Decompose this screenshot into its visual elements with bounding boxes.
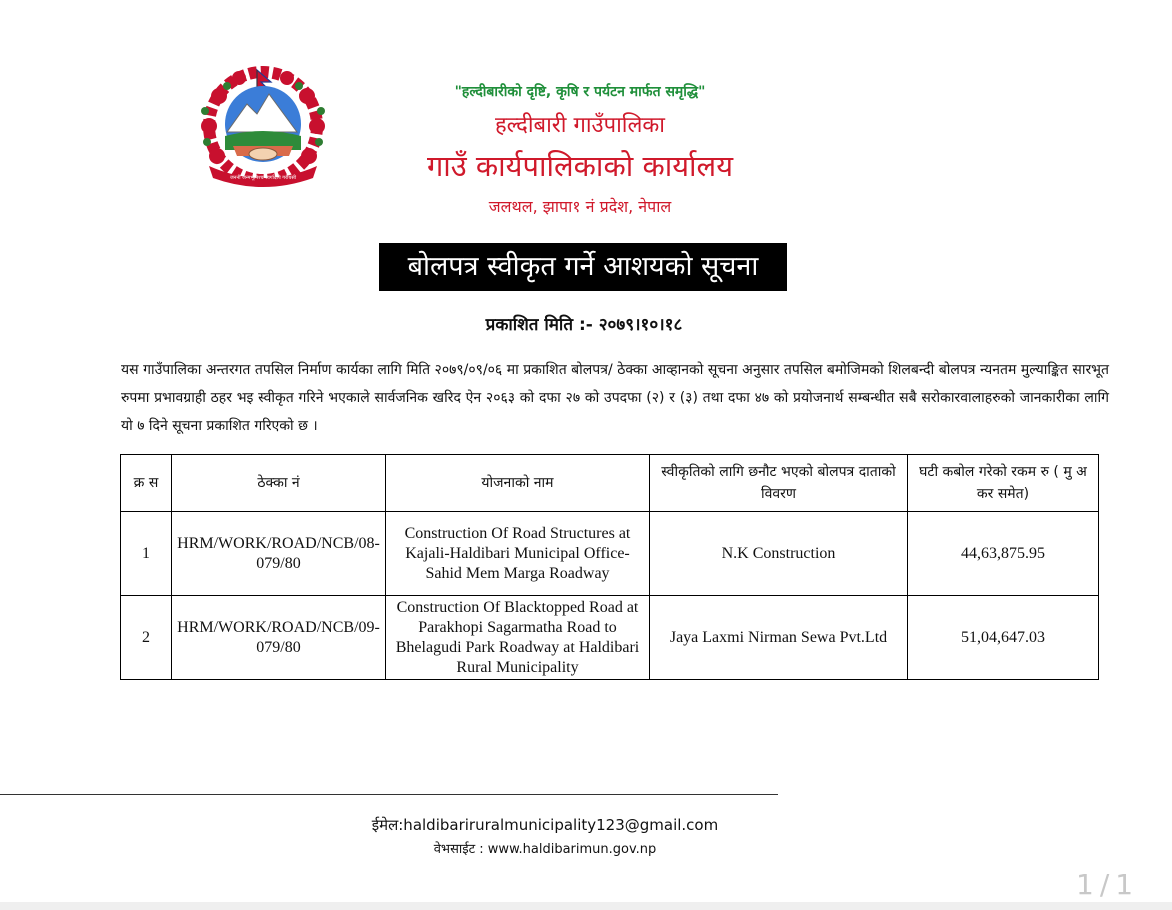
cell-sn: 2: [121, 596, 172, 680]
cell-contract-no: HRM/WORK/ROAD/NCB/08-079/80: [172, 512, 386, 596]
header-project-name: योजनाको नाम: [386, 455, 650, 512]
emblem-ribbon-text: जननी जन्मभूमिश्च स्वर्गादपि गरीयसी: [229, 175, 297, 181]
published-date: प्रकाशित मिति :- २०७९।१०।१८: [485, 315, 683, 335]
footer-website[interactable]: वेभसाईट : www.haldibarimun.gov.np: [433, 842, 657, 857]
cell-sn: 1: [121, 512, 172, 596]
municipality-name: हल्दीबारी गाउँपालिका: [494, 113, 666, 138]
cell-bidder: Jaya Laxmi Nirman Sewa Pvt.Ltd: [650, 596, 908, 680]
footer-divider: [0, 794, 778, 795]
header-bidder: स्वीकृतिको लागि छनौट भएको बोलपत्र दाताको विवरण: [650, 455, 908, 512]
header-contract-no: ठेक्का नं: [172, 455, 386, 512]
table-row: [121, 596, 1099, 680]
notice-title: बोलपत्र स्वीकृत गर्ने आशयको सूचना: [379, 243, 787, 291]
notice-body: यस गाउँपालिका अन्तरगत तपसिल निर्माण कार्यका लागि मिति २०७९/०९/०६ मा प्रकाशित बोलपत्र/ ठेक्का आव्हानको सूचना अनुसार तपसिल बमोजिमको शिलबन्दी बोलपत्र न्यनतम मुल्याङ्कित सारभूत रुपमा प्रभावग्राही ठहर भइ स्वीकृत गरिने भएकाले सार्वजनिक खरिद ऐन २०६३ को दफा २७ को उपदफा (२) र (३) तथा दफा ४७ को प्रयोजनार्थ सम्बन्धीत सबै सरोकारवालाहरुको जानकारीका लागि यो ७ दिने सूचना प्रकाशित गरिएको छ ।: [121, 362, 1109, 434]
table-header-row: [121, 455, 1099, 512]
footer-email[interactable]: ईमेल:haldibariruralmunicipality123@gmail.com: [371, 816, 719, 834]
slogan: "हल्दीबारीको दृष्टि, कृषि र पर्यटन मार्फत समृद्धि": [454, 84, 706, 100]
header-amount: घटी कबोल गरेको रकम रु ( मु अ कर समेत): [908, 455, 1099, 512]
cell-contract-no: HRM/WORK/ROAD/NCB/09-079/80: [172, 596, 386, 680]
cell-project-name: Construction Of Blacktopped Road at Parakhopi Sagarmatha Road to Bhelagudi Park Roadway at Haldibari Rural Municipality: [386, 596, 650, 680]
cell-project-name: Construction Of Road Structures at Kajali-Haldibari Municipal Office-Sahid Mem Marga Roadway: [386, 512, 650, 596]
header-sn: क्र स: [121, 455, 172, 512]
office-address: जलथल, झापा१ नं प्रदेश, नेपाल: [488, 197, 672, 216]
viewer-bottom-bar: [0, 902, 1172, 910]
table-row: [121, 512, 1099, 596]
office-name: गाउँ कार्यपालिकाको कार्यालय: [426, 149, 734, 183]
page-indicator: 1/1: [1076, 868, 1140, 901]
cell-amount: 44,63,875.95: [908, 512, 1099, 596]
cell-bidder: N.K Construction: [650, 512, 908, 596]
nepal-emblem-icon: [197, 66, 329, 188]
bid-table: [120, 454, 1099, 680]
cell-amount: 51,04,647.03: [908, 596, 1099, 680]
